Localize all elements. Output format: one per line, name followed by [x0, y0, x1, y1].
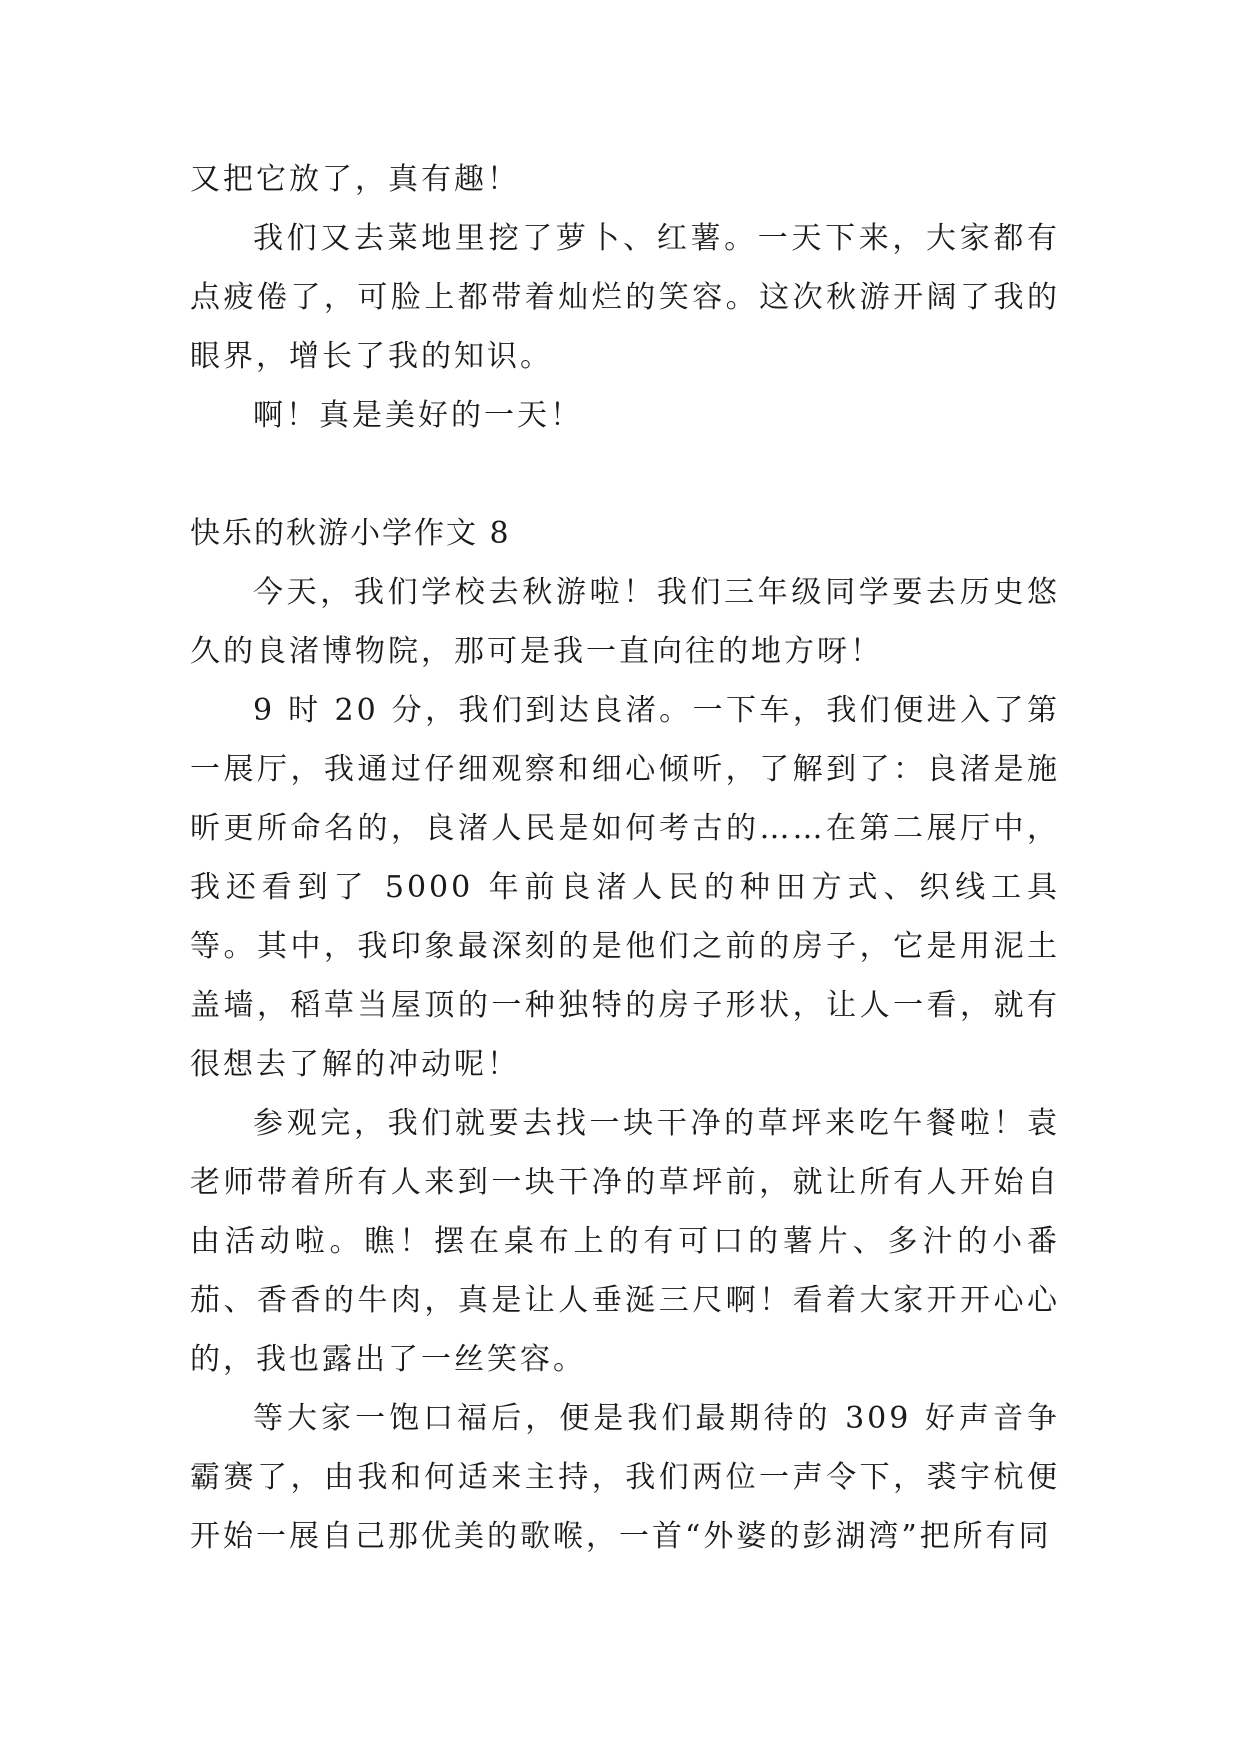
paragraph: 今天，我们学校去秋游啦！我们三年级同学要去历史悠久的良渚博物院，那可是我一直向往的地方呀！	[190, 575, 1060, 669]
paragraph: 啊！真是美好的一天！	[253, 398, 583, 433]
essay-title: 快乐的秋游小学作文 8	[190, 516, 511, 551]
article-body	[190, 150, 1060, 1566]
paragraph: 参观完，我们就要去找一块干净的草坪来吃午餐啦！袁老师带着所有人来到一块干净的草坪前，就让所有人开始自由活动啦。瞧！摆在桌布上的有可口的薯片、多汁的小番茄、香香的牛肉，真是让人垂涎三尺啊！看着大家开开心心的，我也露出了一丝笑容。	[190, 1106, 1060, 1377]
paragraph-truncated: 等大家一饱口福后，便是我们最期待的 309 好声音争霸赛了，由我和何适来主持，我们两位一声令下，裘宇杭便开始一展自己那优美的歌喉，一首“外婆的彭湖湾”把所有同	[190, 1401, 1060, 1554]
paragraph: 我们又去菜地里挖了萝卜、红薯。一天下来，大家都有点疲倦了，可脸上都带着灿烂的笑容。这次秋游开阔了我的眼界，增长了我的知识。	[190, 221, 1060, 374]
paragraph-continued: 又把它放了，真有趣！	[190, 162, 520, 197]
paragraph: 9 时 20 分，我们到达良渚。一下车，我们便进入了第一展厅，我通过仔细观察和细心倾听，了解到了：良渚是施昕更所命名的，良渚人民是如何考古的……在第二展厅中，我还看到了 5000 年前良渚人民的种田方式、织线工具等。其中，我印象最深刻的是他们之前的房子，它是用泥土盖墙，稻草当屋顶的一种独特的房子形状，让人一看，就有很想去了解的冲动呢！	[190, 693, 1060, 1082]
